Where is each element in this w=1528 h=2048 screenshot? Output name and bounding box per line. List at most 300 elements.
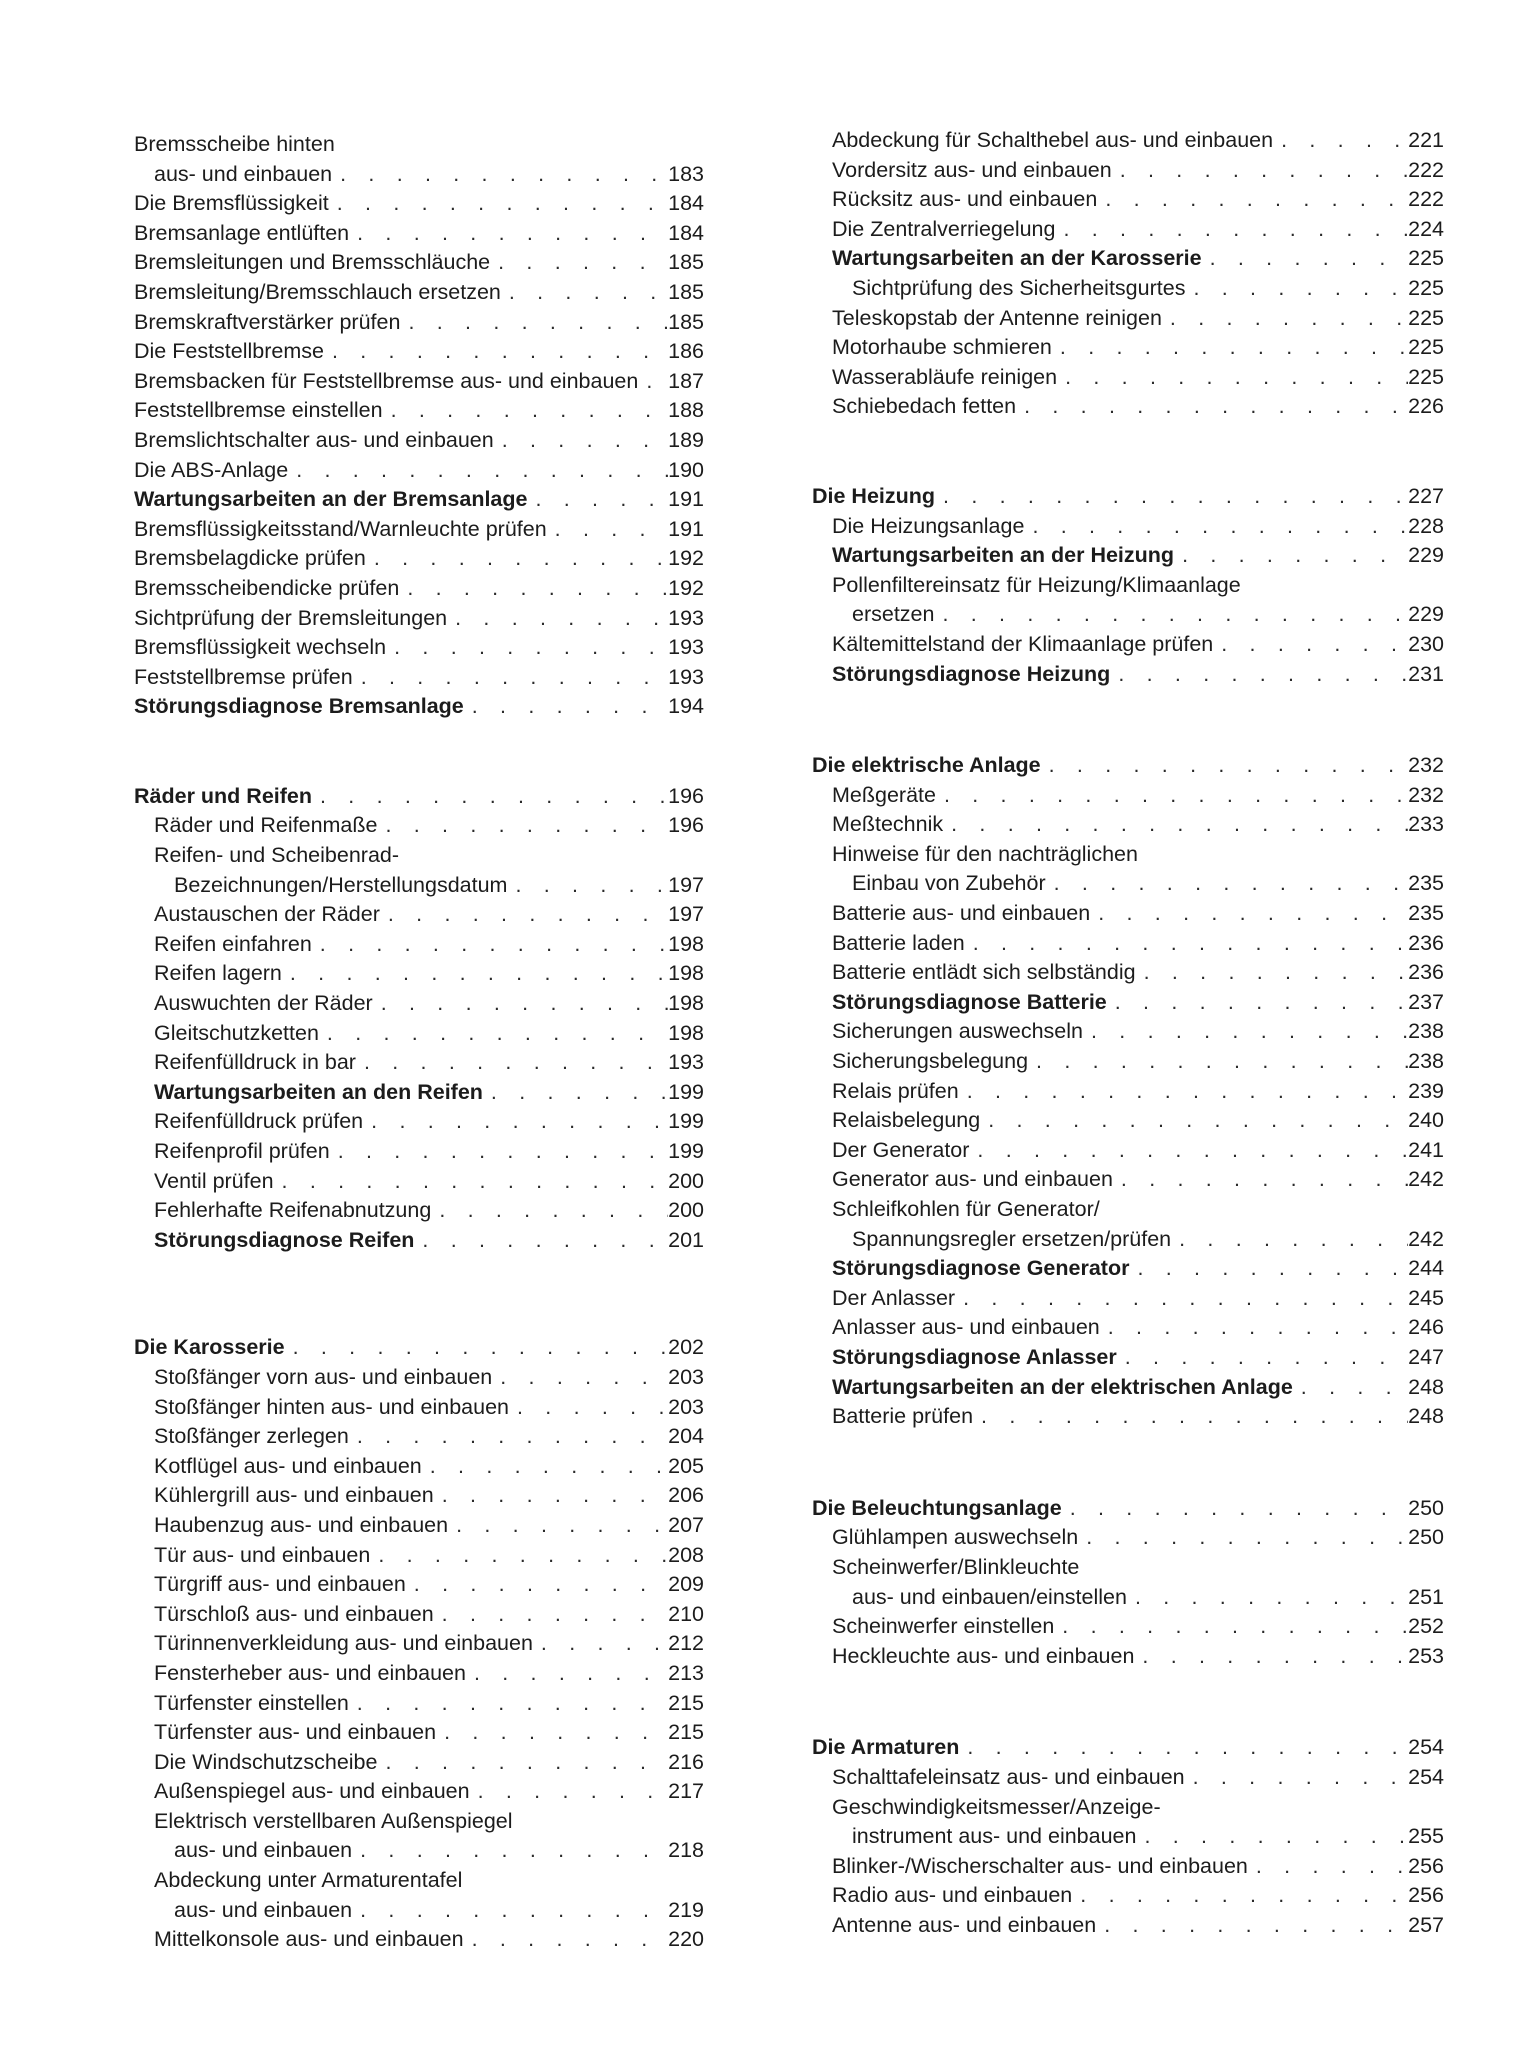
toc-entry-title: Sichtprüfung des Sicherheitsgurtes (852, 275, 1186, 300)
toc-dot-leader (1112, 156, 1408, 186)
toc-entry (812, 929, 1444, 959)
toc-dot-leader (312, 930, 668, 960)
toc-page-number: 212 (668, 1631, 704, 1656)
toc-entry-title: aus- und einbauen (174, 1897, 353, 1922)
toc-entry (134, 189, 704, 219)
toc-entry (134, 160, 704, 190)
toc-dot-leader (483, 1078, 668, 1108)
toc-page-number: 198 (668, 931, 704, 956)
toc-entry (134, 1866, 704, 1896)
toc-dot-leader (383, 396, 668, 426)
toc-entry (134, 456, 704, 486)
toc-page-number: 217 (668, 1779, 704, 1804)
toc-entry-title: Der Anlasser (832, 1285, 956, 1310)
toc-page-number: 187 (668, 368, 704, 393)
toc-dot-leader (959, 1077, 1408, 1107)
toc-entry-title: Türinnenverkleidung aus- und einbauen (154, 1631, 533, 1656)
toc-entry-title: Bremsscheibe hinten (134, 132, 335, 156)
toc-entry-title: Störungsdiagnose Heizung (832, 661, 1111, 686)
toc-dot-leader (1202, 244, 1408, 274)
toc-dot-leader (1110, 660, 1408, 690)
toc-page-number: 205 (668, 1453, 704, 1478)
toc-page-number: 245 (1408, 1285, 1444, 1310)
toc-entry (134, 367, 704, 397)
toc-entry (812, 1313, 1444, 1343)
toc-heading-entry (134, 485, 704, 515)
toc-entry-title: Kältemittelstand der Klimaanlage prüfen (832, 631, 1214, 656)
toc-page-number: 248 (1408, 1404, 1444, 1429)
toc-page-number: 246 (1408, 1315, 1444, 1340)
toc-entry-title: Wartungsarbeiten an den Reifen (154, 1079, 483, 1104)
toc-page-number: 215 (668, 1720, 704, 1745)
toc-section-bremsanlage (134, 130, 704, 722)
toc-dot-leader (329, 189, 668, 219)
toc-entry-title: Reifen einfahren (154, 931, 312, 956)
toc-page-number: 257 (1408, 1912, 1444, 1937)
toc-entry (134, 1481, 704, 1511)
toc-dot-leader (1134, 1642, 1408, 1672)
toc-dot-leader (1273, 126, 1408, 156)
toc-entry-title: Scheinwerfer/Blinkleuchte (832, 1554, 1080, 1579)
toc-dot-leader (1090, 899, 1408, 929)
toc-page-number: 224 (1408, 216, 1444, 241)
toc-entry (134, 1836, 704, 1866)
toc-entry-title: Die Armaturen (812, 1735, 960, 1760)
toc-dot-leader (447, 604, 668, 634)
toc-entry-title: Mittelkonsole aus- und einbauen (154, 1927, 464, 1952)
toc-entry (134, 1107, 704, 1137)
toc-dot-leader (282, 959, 668, 989)
toc-dot-leader (356, 1048, 668, 1078)
toc-entry (134, 574, 704, 604)
toc-dot-leader (533, 1629, 668, 1659)
toc-entry (134, 1748, 704, 1778)
toc-dot-leader (1174, 541, 1408, 571)
toc-dot-leader (1054, 1612, 1408, 1642)
toc-dot-leader (422, 1452, 668, 1482)
toc-dot-leader (330, 1137, 668, 1167)
toc-entry-title: Batterie aus- und einbauen (832, 901, 1091, 926)
toc-heading-entry (134, 1333, 704, 1363)
toc-page-number: 236 (1408, 960, 1444, 985)
toc-entry-title: Die Beleuchtungsanlage (812, 1495, 1062, 1520)
toc-entry (134, 1048, 704, 1078)
toc-page-number: 218 (668, 1838, 704, 1863)
toc-page-number: 238 (1408, 1049, 1444, 1074)
toc-entry-title: Radio aus- und einbauen (832, 1883, 1073, 1908)
toc-page-number: 239 (1408, 1078, 1444, 1103)
toc-page-number: 222 (1408, 157, 1444, 182)
toc-entry-title: Vordersitz aus- und einbauen (832, 157, 1112, 182)
toc-entry-title: Austauschen der Räder (154, 902, 380, 927)
toc-entry-title: Störungsdiagnose Batterie (832, 989, 1107, 1014)
toc-dot-leader (436, 1718, 668, 1748)
toc-section-karosserie-continued (812, 126, 1444, 422)
toc-dot-leader (406, 1570, 668, 1600)
toc-entry (134, 663, 704, 693)
toc-page-number: 192 (668, 546, 704, 571)
toc-dot-leader (373, 989, 668, 1019)
toc-dot-leader (319, 1019, 668, 1049)
toc-page-number: 220 (668, 1927, 704, 1952)
toc-dot-leader (312, 782, 668, 812)
toc-entry (812, 1642, 1444, 1672)
toc-page-number: 232 (1408, 753, 1444, 778)
toc-dot-leader (1041, 751, 1408, 781)
toc-dot-leader (1248, 1852, 1408, 1882)
toc-dot-leader (1185, 274, 1408, 304)
toc-page-number: 241 (1408, 1137, 1444, 1162)
toc-page-number: 251 (1408, 1584, 1444, 1609)
toc-entry (812, 600, 1444, 630)
toc-dot-leader (1100, 1313, 1408, 1343)
toc-entry-title: Blinker-/Wischerschalter aus- und einbauen (832, 1853, 1248, 1878)
toc-entry (812, 869, 1444, 899)
toc-page-number: 252 (1408, 1614, 1444, 1639)
toc-page-number: 238 (1408, 1019, 1444, 1044)
toc-page-number: 186 (668, 339, 704, 364)
toc-dot-leader (1052, 333, 1408, 363)
toc-entry (812, 899, 1444, 929)
toc-dot-leader (324, 337, 668, 367)
toc-entry-title: Teleskopstab der Antenne reinigen (832, 305, 1162, 330)
toc-dot-leader (1055, 215, 1408, 245)
toc-dot-leader (434, 1481, 668, 1511)
toc-dot-leader (1162, 304, 1408, 334)
toc-page-number: 254 (1408, 1735, 1444, 1760)
toc-entry (812, 1017, 1444, 1047)
toc-entry-title: Relaisbelegung (832, 1108, 981, 1133)
toc-entry (134, 1541, 704, 1571)
toc-entry-title: Einbau von Zubehör (852, 871, 1046, 896)
toc-page-number: 240 (1408, 1108, 1444, 1133)
toc-entry (134, 1689, 704, 1719)
toc-entry (812, 1612, 1444, 1642)
toc-entry-title: Ventil prüfen (154, 1168, 274, 1193)
toc-dot-leader (969, 1136, 1408, 1166)
toc-entry-title: Wasserabläufe reinigen (832, 364, 1058, 389)
toc-entry (134, 544, 704, 574)
toc-dot-leader (434, 1600, 668, 1630)
toc-entry (812, 810, 1444, 840)
toc-entry (812, 781, 1444, 811)
toc-page-number: 201 (668, 1227, 704, 1252)
toc-page-number: 196 (668, 813, 704, 838)
toc-dot-leader (399, 574, 668, 604)
toc-entry-title: Schiebedach fetten (832, 394, 1017, 419)
toc-heading-entry (812, 1254, 1444, 1284)
toc-entry-title: Störungsdiagnose Anlasser (832, 1344, 1117, 1369)
toc-entry-title: Räder und Reifenmaße (154, 813, 378, 838)
toc-entry-title: Bremsleitung/Bremsschlauch ersetzen (134, 279, 501, 304)
toc-page-number: 203 (668, 1394, 704, 1419)
toc-page-number: 200 (668, 1168, 704, 1193)
toc-entry-title: Haubenzug aus- und einbauen (154, 1512, 449, 1537)
toc-entry-title: Kotflügel aus- und einbauen (154, 1453, 422, 1478)
toc-entry (134, 1629, 704, 1659)
toc-page-number: 229 (1408, 543, 1444, 568)
toc-heading-entry (812, 244, 1444, 274)
toc-page-number: 190 (668, 457, 704, 482)
toc-dot-leader (1028, 1047, 1408, 1077)
toc-entry (134, 959, 704, 989)
toc-entry-title: Der Generator (832, 1137, 970, 1162)
toc-dot-leader (466, 1659, 668, 1689)
toc-entry (134, 1137, 704, 1167)
toc-entry (812, 392, 1444, 422)
toc-dot-leader (349, 219, 668, 249)
toc-section-elektrische-anlage (812, 751, 1444, 1432)
toc-entry (134, 396, 704, 426)
toc-section-raeder-reifen (134, 782, 704, 1256)
toc-entry-title: Batterie prüfen (832, 1404, 974, 1429)
toc-page-number: 193 (668, 605, 704, 630)
toc-entry-title: ersetzen (852, 602, 935, 627)
toc-page-number: 191 (668, 516, 704, 541)
toc-page-number: 202 (668, 1335, 704, 1360)
toc-entry-title: Bezeichnungen/Herstellungsdatum (174, 872, 508, 897)
toc-dot-leader (431, 1196, 668, 1226)
toc-page-number: 194 (668, 694, 704, 719)
toc-entry (134, 426, 704, 456)
toc-entry (134, 841, 704, 871)
toc-page-number: 206 (668, 1483, 704, 1508)
toc-entry (134, 633, 704, 663)
toc-entry-title: Türfenster aus- und einbauen (154, 1720, 437, 1745)
toc-entry (134, 1600, 704, 1630)
toc-entry (134, 308, 704, 338)
toc-entry-title: Pollenfiltereinsatz für Heizung/Klimaanlage (832, 572, 1241, 597)
toc-entry (134, 1422, 704, 1452)
toc-entry-title: Gleitschutzketten (154, 1020, 319, 1045)
toc-page-number: 207 (668, 1512, 704, 1537)
toc-dot-leader (370, 1541, 668, 1571)
toc-section-karosserie (134, 1333, 704, 1954)
toc-entry-title: Meßgeräte (832, 782, 936, 807)
toc-entry-title: Bremsanlage entlüften (134, 220, 350, 245)
toc-entry-title: Außenspiegel aus- und einbauen (154, 1779, 470, 1804)
toc-page-number: 237 (1408, 989, 1444, 1014)
toc-entry-title: Bremsbacken für Feststellbremse aus- und einbauen (134, 368, 639, 393)
toc-entry (812, 1553, 1444, 1583)
toc-page-number: 204 (668, 1424, 704, 1449)
toc-dot-leader (386, 633, 668, 663)
toc-dot-leader (1057, 363, 1408, 393)
toc-entry (134, 1570, 704, 1600)
toc-dot-leader (470, 1777, 668, 1807)
toc-dot-leader (349, 1422, 668, 1452)
toc-entry-title: Räder und Reifen (134, 783, 312, 808)
toc-entry-title: Meßtechnik (832, 812, 944, 837)
toc-entry-title: Fensterheber aus- und einbauen (154, 1660, 466, 1685)
toc-heading-entry (812, 1343, 1444, 1373)
toc-heading-entry (134, 1078, 704, 1108)
toc-entry-title: Geschwindigkeitsmesser/Anzeige- (832, 1794, 1161, 1819)
toc-page-number: 209 (668, 1572, 704, 1597)
toc-dot-leader (377, 811, 668, 841)
toc-page-number: 185 (668, 309, 704, 334)
toc-page-number: 233 (1408, 812, 1444, 837)
toc-entry-title: Scheinwerfer einstellen (832, 1614, 1055, 1639)
toc-entry-title: Reifen- und Scheibenrad- (154, 843, 400, 868)
toc-entry (134, 1019, 704, 1049)
toc-page-number: 208 (668, 1542, 704, 1567)
toc-dot-leader (352, 1896, 668, 1926)
toc-entry (134, 337, 704, 367)
toc-entry (134, 130, 704, 160)
toc-entry (812, 333, 1444, 363)
toc-dot-leader (527, 485, 668, 515)
toc-page-number: 236 (1408, 930, 1444, 955)
toc-page-number: 216 (668, 1749, 704, 1774)
toc-dot-leader (1016, 392, 1408, 422)
toc-dot-leader (934, 600, 1408, 630)
toc-entry-title: Wartungsarbeiten an der Heizung (832, 543, 1175, 568)
toc-entry-title: Störungsdiagnose Bremsanlage (134, 694, 464, 719)
toc-page-number: 229 (1408, 602, 1444, 627)
toc-entry-title: Fehlerhafte Reifenabnutzung (154, 1198, 432, 1223)
toc-dot-leader (1024, 512, 1408, 542)
toc-dot-leader (1127, 1583, 1408, 1613)
toc-entry-title: Bremsbelagdicke prüfen (134, 546, 366, 571)
toc-page-number: 228 (1408, 513, 1444, 538)
toc-heading-entry (812, 660, 1444, 690)
toc-entry (812, 1881, 1444, 1911)
toc-entry (812, 185, 1444, 215)
toc-page-number: 247 (1408, 1344, 1444, 1369)
toc-entry-title: Die Karosserie (134, 1335, 285, 1360)
toc-page-number: 199 (668, 1109, 704, 1134)
toc-page-number: 250 (1408, 1525, 1444, 1550)
toc-entry (812, 1793, 1444, 1823)
toc-dot-leader (1097, 185, 1408, 215)
toc-entry (134, 1196, 704, 1226)
toc-dot-leader (448, 1511, 668, 1541)
toc-entry-title: Motorhaube schmieren (832, 335, 1052, 360)
toc-entry-title: Reifenfülldruck in bar (154, 1050, 356, 1075)
toc-dot-leader (1062, 1494, 1408, 1524)
toc-dot-leader (501, 278, 668, 308)
toc-entry (812, 1047, 1444, 1077)
toc-entry (812, 1284, 1444, 1314)
toc-dot-leader (363, 1107, 668, 1137)
toc-dot-leader (980, 1106, 1408, 1136)
toc-page-number: 193 (668, 1050, 704, 1075)
toc-entry (134, 1363, 704, 1393)
toc-entry (812, 1911, 1444, 1941)
toc-page-number: 226 (1408, 394, 1444, 419)
toc-entry-title: Bremsleitungen und Bremsschläuche (134, 250, 491, 275)
toc-entry-title: Batterie laden (832, 930, 965, 955)
toc-dot-leader (955, 1284, 1408, 1314)
toc-entry (812, 1165, 1444, 1195)
toc-entry (134, 1393, 704, 1423)
toc-entry-title: Sicherungsbelegung (832, 1049, 1029, 1074)
toc-dot-leader (1213, 630, 1408, 660)
toc-page-number: 184 (668, 191, 704, 216)
toc-entry (134, 871, 704, 901)
toc-entry-title: Bremslichtschalter aus- und einbauen (134, 427, 494, 452)
toc-section-beleuchtungsanlage (812, 1494, 1444, 1672)
toc-entry (812, 512, 1444, 542)
toc-page-number: 235 (1408, 871, 1444, 896)
toc-heading-entry (812, 988, 1444, 1018)
toc-entry (134, 1896, 704, 1926)
toc-page-number: 253 (1408, 1643, 1444, 1668)
toc-entry (812, 274, 1444, 304)
toc-dot-leader (943, 810, 1408, 840)
toc-entry-title: Elektrisch verstellbaren Außenspiegel (154, 1808, 513, 1833)
toc-page-number: 189 (668, 427, 704, 452)
toc-dot-leader (490, 248, 668, 278)
toc-dot-leader (959, 1733, 1408, 1763)
toc-dot-leader (414, 1226, 668, 1256)
toc-entry (134, 1167, 704, 1197)
toc-entry (812, 1852, 1444, 1882)
toc-entry-title: Die Bremsflüssigkeit (134, 191, 329, 216)
toc-page-number: 193 (668, 664, 704, 689)
toc-entry-title: Batterie entlädt sich selbständig (832, 960, 1136, 985)
toc-entry-title: Rücksitz aus- und einbauen (832, 187, 1098, 212)
toc-dot-leader (936, 781, 1408, 811)
toc-entry-title: Stoßfänger hinten aus- und einbauen (154, 1394, 510, 1419)
toc-dot-leader (1129, 1254, 1408, 1284)
toc-dot-leader (1293, 1373, 1408, 1403)
toc-entry (134, 604, 704, 634)
toc-page-number: 203 (668, 1364, 704, 1389)
toc-heading-entry (134, 782, 704, 812)
toc-entry-title: Bremsflüssigkeit wechseln (134, 635, 387, 660)
toc-page-number: 200 (668, 1198, 704, 1223)
toc-entry (134, 811, 704, 841)
toc-page-number: 219 (668, 1897, 704, 1922)
toc-page-number: 197 (668, 902, 704, 927)
toc-page-number: 225 (1408, 364, 1444, 389)
toc-dot-leader (380, 900, 668, 930)
toc-page-number: 198 (668, 991, 704, 1016)
toc-entry-title: instrument aus- und einbauen (852, 1824, 1137, 1849)
toc-dot-leader (377, 1748, 668, 1778)
toc-entry (812, 1822, 1444, 1852)
toc-entry-title: Auswuchten der Räder (154, 991, 373, 1016)
toc-entry-title: Die Feststellbremse (134, 339, 324, 364)
toc-dot-leader (353, 663, 668, 693)
toc-entry-title: Wartungsarbeiten an der Karosserie (832, 246, 1202, 271)
toc-entry (812, 1523, 1444, 1553)
toc-column-left (134, 130, 704, 1955)
toc-page-number: 242 (1408, 1167, 1444, 1192)
toc-entry-title: Antenne aus- und einbauen (832, 1912, 1097, 1937)
toc-entry-title: Sichtprüfung der Bremsleitungen (134, 605, 448, 630)
toc-entry (134, 900, 704, 930)
toc-entry-title: Die ABS-Anlage (134, 457, 289, 482)
toc-entry (134, 1777, 704, 1807)
toc-entry (134, 930, 704, 960)
toc-entry-title: Feststellbremse prüfen (134, 664, 353, 689)
toc-dot-leader (1117, 1343, 1408, 1373)
toc-entry-title: Abdeckung für Schalthebel aus- und einbauen (832, 128, 1274, 152)
toc-entry-title: Reifenprofil prüfen (154, 1139, 330, 1163)
toc-page-number: 225 (1408, 275, 1444, 300)
toc-page-number: 210 (668, 1601, 704, 1626)
toc-heading-entry (812, 751, 1444, 781)
toc-entry (812, 1225, 1444, 1255)
toc-entry-title: Die Windschutzscheibe (154, 1749, 378, 1774)
toc-heading-entry (134, 1226, 704, 1256)
toc-entry-title: Schleifkohlen für Generator/ (832, 1197, 1100, 1221)
toc-entry (134, 515, 704, 545)
toc-dot-leader (349, 1689, 668, 1719)
